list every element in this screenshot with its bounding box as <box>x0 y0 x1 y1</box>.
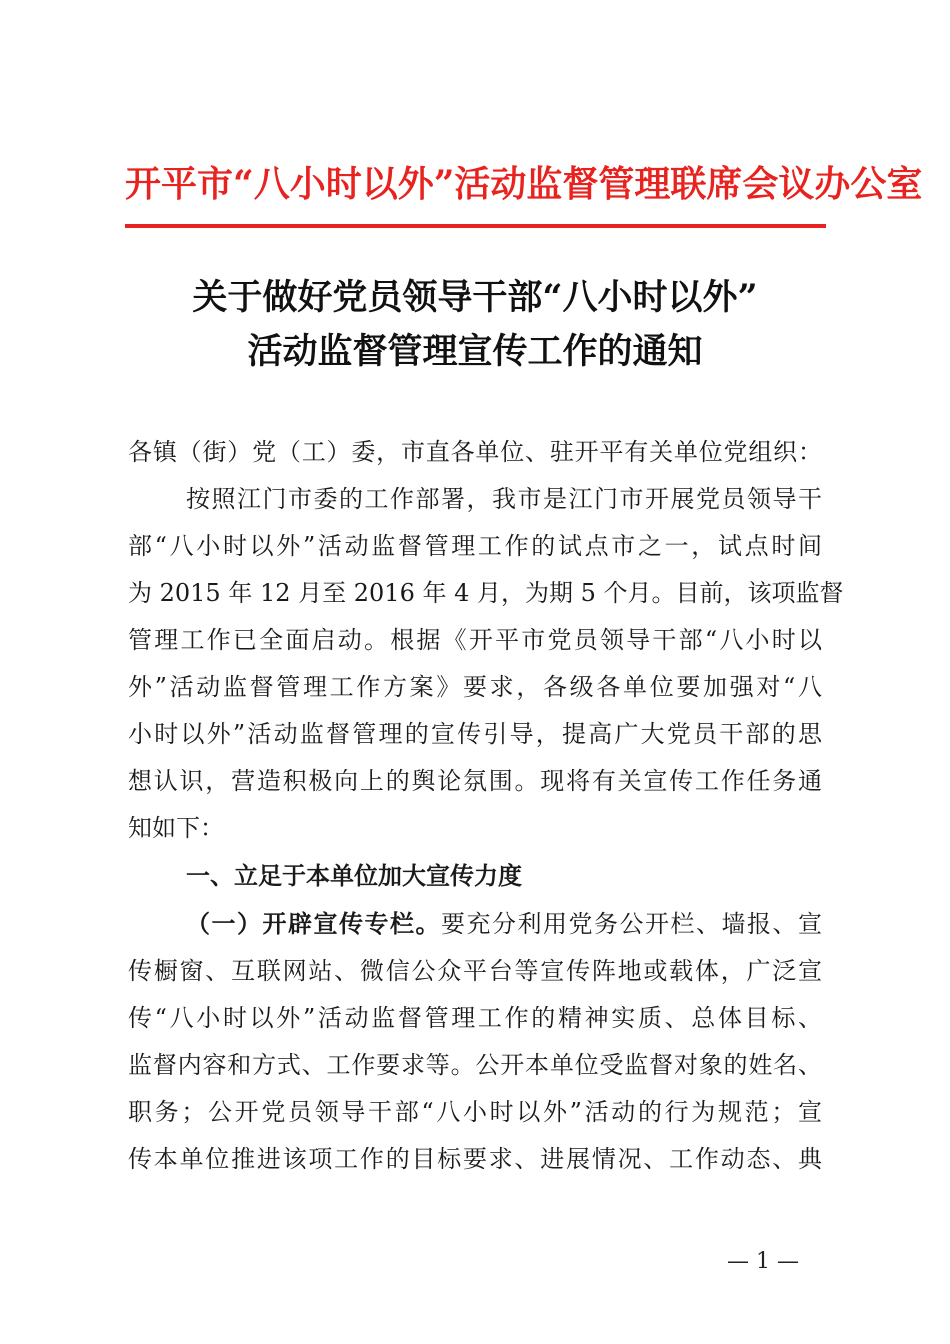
issuing-office-header: 开平市“八小时以外”活动监督管理联席会议办公室 <box>125 163 923 205</box>
page-number: — 1 — <box>727 1249 799 1274</box>
item-first-rest: 要充分利用党务公开栏、墙报、宣 <box>441 910 822 938</box>
paragraph-line: 传本单位推进该项工作的目标要求、进展情况、工作动态、典 <box>128 1145 822 1173</box>
paragraph-line: 小时以外”活动监督管理的宣传引导，提高广大党员干部的思 <box>128 720 822 748</box>
paragraph-line: 外”活动监督管理工作方案》要求，各级各单位要加强对“八 <box>128 673 822 701</box>
paragraph-line: 传橱窗、互联网站、微信公众平台等宣传阵地或载体，广泛宣 <box>128 957 822 985</box>
paragraph-line: 传“八小时以外”活动监督管理工作的精神实质、总体目标、 <box>128 1004 822 1032</box>
paragraph-line: 部“八小时以外”活动监督管理工作的试点市之一，试点时间 <box>128 532 822 560</box>
document-title-line-1: 关于做好党员领导干部“八小时以外” <box>192 277 758 318</box>
paragraph-line: 知如下： <box>128 814 224 842</box>
document-title-line-2: 活动监督管理宣传工作的通知 <box>247 331 703 372</box>
item-lead: （一）开辟宣传专栏。 <box>186 909 441 938</box>
paragraph-line: 监督内容和方式、工作要求等。公开本单位受监督对象的姓名、 <box>128 1051 822 1079</box>
section-heading: 一、立足于本单位加大宣传力度 <box>186 862 522 890</box>
paragraph-line: 管理工作已全面启动。根据《开平市党员领导干部“八小时以 <box>128 626 822 654</box>
item-first-line <box>186 904 822 944</box>
salutation: 各镇（街）党（工）委，市直各单位、驻开平有关单位党组织： <box>128 438 822 466</box>
paragraph-line: 按照江门市委的工作部署，我市是江门市开展党员领导干 <box>186 485 822 513</box>
red-header-rule <box>125 224 826 228</box>
paragraph-line: 想认识，营造积极向上的舆论氛围。现将有关宣传工作任务通 <box>128 767 822 795</box>
paragraph-line: 为 2015 年 12 月至 2016 年 4 月，为期 5 个月。目前，该项监督 <box>128 579 844 607</box>
paragraph-line: 职务；公开党员领导干部“八小时以外”活动的行为规范；宣 <box>128 1098 822 1126</box>
